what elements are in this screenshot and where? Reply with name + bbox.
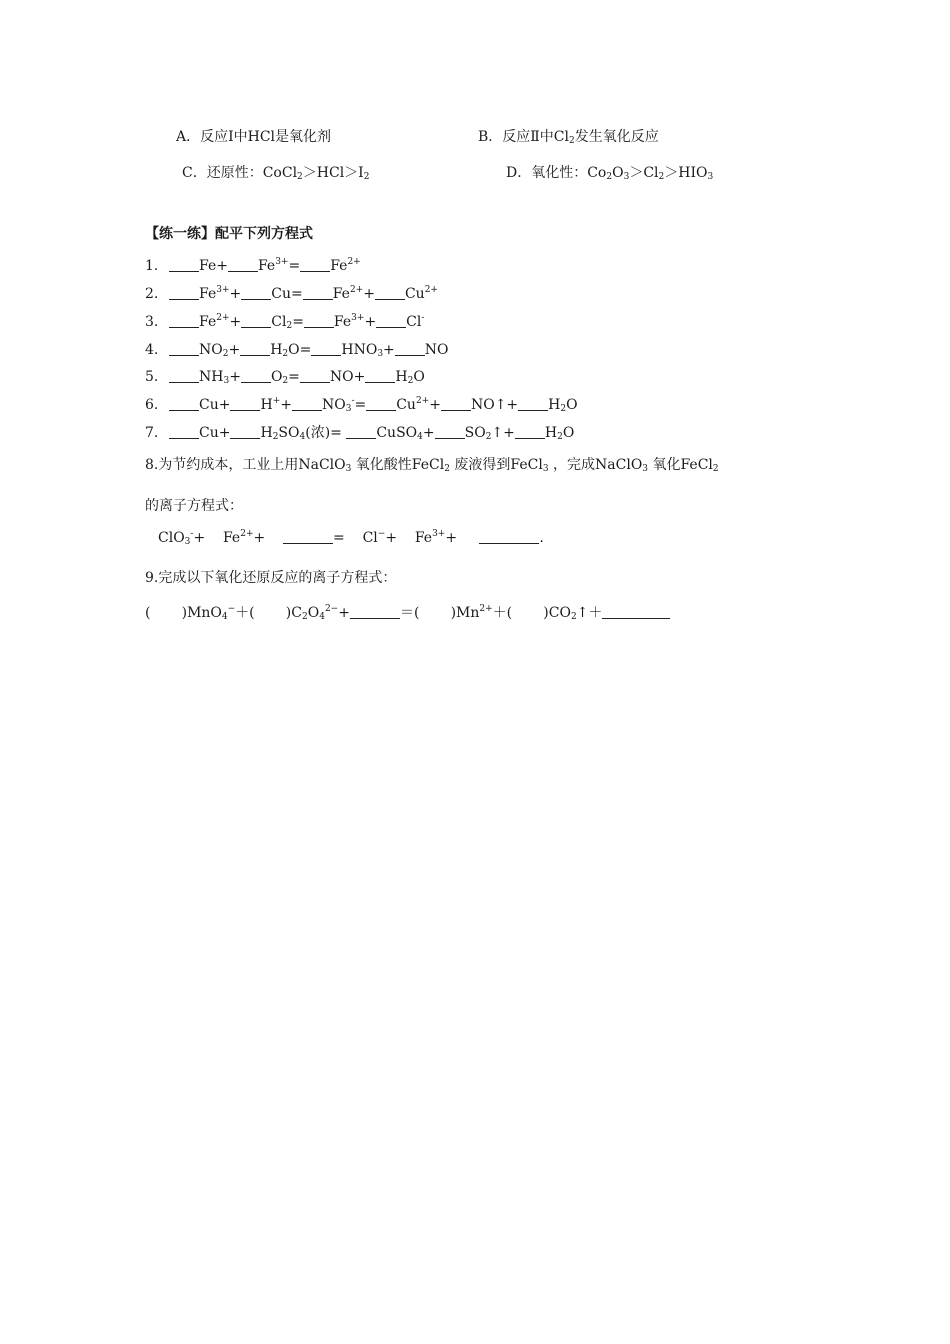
answer-blank[interactable] xyxy=(479,529,539,544)
section-heading: 【练一练】配平下列方程式 xyxy=(145,226,313,242)
answer-blank[interactable] xyxy=(602,604,670,619)
question-9-equation: ( )MnO$_4$−＋( )$C_2O_4^{2-}+$ ＝( )$Mn^{2+}+$( )$CO_2↑+$ xyxy=(145,603,670,623)
option-a: A．反应Ⅰ中HCl是氧化剂 xyxy=(176,129,332,145)
answer-blank[interactable] xyxy=(241,285,271,300)
answer-blank[interactable] xyxy=(241,313,271,328)
answer-blank[interactable] xyxy=(228,257,258,272)
answer-blank[interactable] xyxy=(283,529,333,544)
answer-blank[interactable] xyxy=(350,604,400,619)
answer-blank[interactable] xyxy=(376,313,406,328)
answer-blank[interactable] xyxy=(300,257,330,272)
equation-5: 5. $NH_3+ O_2= NO+ H_2O$ xyxy=(145,369,425,386)
answer-blank[interactable] xyxy=(169,368,199,383)
answer-blank[interactable] xyxy=(230,424,260,439)
answer-blank[interactable] xyxy=(169,257,199,272)
equation-2: 2. $Fe^{3+}+ Cu= Fe^{2+}+ Cu^{2+}$ xyxy=(145,285,438,302)
answer-blank[interactable] xyxy=(300,368,330,383)
answer-blank[interactable] xyxy=(304,313,334,328)
answer-blank[interactable] xyxy=(441,396,471,411)
option-d: D．氧化性：$Co_2O_3>Cl_2>HIO_3$ xyxy=(506,165,714,182)
answer-blank[interactable] xyxy=(303,285,333,300)
question-9-title: 9.完成以下氧化还原反应的离子方程式： xyxy=(145,570,397,586)
answer-blank[interactable] xyxy=(169,341,199,356)
answer-blank[interactable] xyxy=(346,424,376,439)
equation-1: 1. $Fe+ Fe^{3+}= Fe^{2+}$ xyxy=(145,257,361,274)
answer-blank[interactable] xyxy=(435,424,465,439)
answer-blank[interactable] xyxy=(241,368,271,383)
answer-blank[interactable] xyxy=(292,396,322,411)
answer-blank[interactable] xyxy=(395,341,425,356)
answer-blank[interactable] xyxy=(515,424,545,439)
equation-4: 4. $NO_2+ H_2O= HNO_3+$ NO xyxy=(145,342,449,359)
question-8-equation: ClO$_3$-+ $Fe^{2+}+$ = Cl−+ $Fe^{3+}+$ . xyxy=(158,529,544,547)
question-8-text-cont: 的离子方程式： xyxy=(145,498,243,514)
question-8-text: 8.为节约成本，工业上用NaClO$_3$ 氧化酸性FeCl$_2$ 废液得到FeCl$_3$ ，完成NaClO$_3$ 氧化FeCl$_2$ xyxy=(145,457,719,474)
answer-blank[interactable] xyxy=(169,313,199,328)
option-c: C．还原性：$CoCl_2>HCl>I_2$ xyxy=(182,165,370,182)
answer-blank[interactable] xyxy=(311,341,341,356)
answer-blank[interactable] xyxy=(365,368,395,383)
equation-6: 6. $Cu+ H^++ NO_3^-= Cu^{2+}+$ NO↑+ $H_2O$ xyxy=(145,396,578,414)
answer-blank[interactable] xyxy=(366,396,396,411)
answer-blank[interactable] xyxy=(169,396,199,411)
answer-blank[interactable] xyxy=(230,396,260,411)
answer-blank[interactable] xyxy=(518,396,548,411)
equation-3: 3. $Fe^{2+}+ Cl_2= Fe^{3+}+ Cl^-$ xyxy=(145,313,425,331)
answer-blank[interactable] xyxy=(169,424,199,439)
answer-blank[interactable] xyxy=(169,285,199,300)
equation-7: 7. $Cu+ H_2SO_4$(浓)= CuSO$_4$+ $SO_2↑+ H_2O$ xyxy=(145,425,575,442)
answer-blank[interactable] xyxy=(375,285,405,300)
answer-blank[interactable] xyxy=(240,341,270,356)
option-b: B．反应Ⅱ中$Cl_2$发生氧化反应 xyxy=(478,129,659,146)
